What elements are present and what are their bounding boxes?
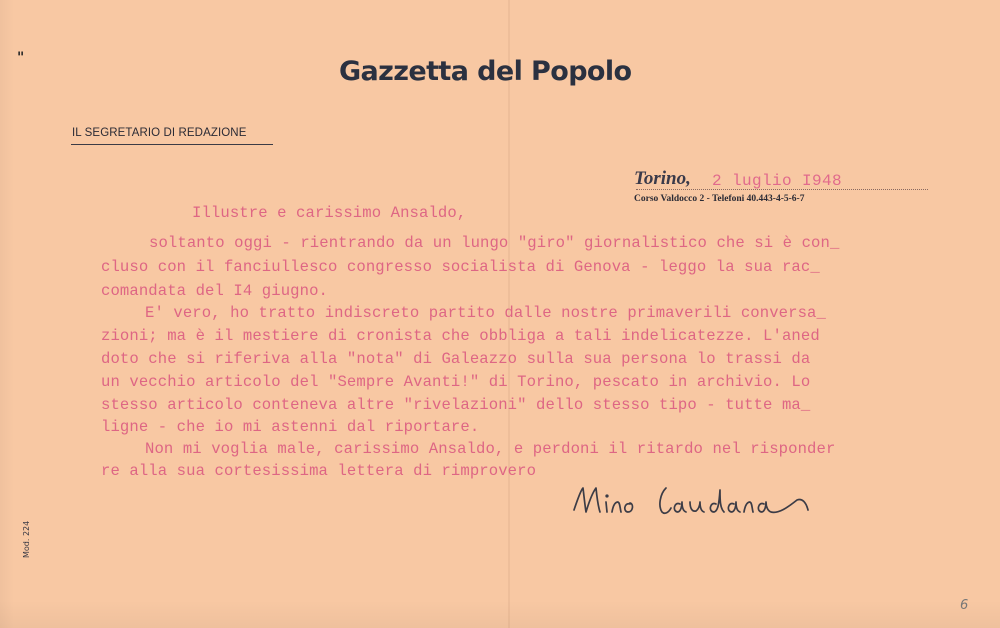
letter-line: soltanto oggi - rientrando da un lungo "giro" giornalistico che si è con_ <box>149 234 840 252</box>
letter-line: ligne - che io mi astenni dal riportare. <box>101 418 480 436</box>
letter-line: un vecchio articolo del "Sempre Avanti!" di Torino, pescato in archivio. Lo <box>101 373 811 391</box>
letter-line: zioni; ma è il mestiere di cronista che obbliga a tali indelicatezze. L'aned <box>101 327 820 345</box>
letter-line: doto che si riferiva alla "nota" di Galeazzo sulla sua persona lo trassi da <box>101 350 811 368</box>
letter-line: E' vero, ho tratto indiscreto partito dalle nostre primaverili conversa_ <box>145 304 826 322</box>
department-heading: IL SEGRETARIO DI REDAZIONE <box>72 127 247 139</box>
department-underline <box>71 144 273 145</box>
letter-line: re alla sua cortesissima lettera di rimprovero <box>101 462 537 480</box>
letter-line: Non mi voglia male, carissimo Ansaldo, e perdoni il ritardo nel risponder <box>145 440 836 458</box>
letter-line: stesso articolo conteneva altre "rivelazioni" dello stesso tipo - tutte ma_ <box>101 396 811 414</box>
handwritten-signature <box>572 480 822 530</box>
dateline-rule <box>636 189 928 190</box>
svg-text:Mino Caudana: Mino Caudana <box>692 528 700 529</box>
letter-line: cluso con il fanciullesco congresso socialista di Genova - leggo la sua rac_ <box>101 258 820 276</box>
dateline-date: 2 luglio I948 <box>712 172 843 190</box>
corner-mark: " <box>17 50 25 66</box>
letter-line: comandata del I4 giugno. <box>101 282 328 300</box>
form-code: Mod. 224 <box>22 520 31 558</box>
letterhead-address: Corso Valdocco 2 - Telefoni 40.443-4-5-6-7 <box>634 194 805 204</box>
masthead-title: Gazzetta del Popolo <box>339 56 632 87</box>
page-number: 6 <box>960 598 969 613</box>
letter-salutation: Illustre e carissimo Ansaldo, <box>192 204 467 222</box>
dateline-place: Torino, <box>634 168 691 189</box>
